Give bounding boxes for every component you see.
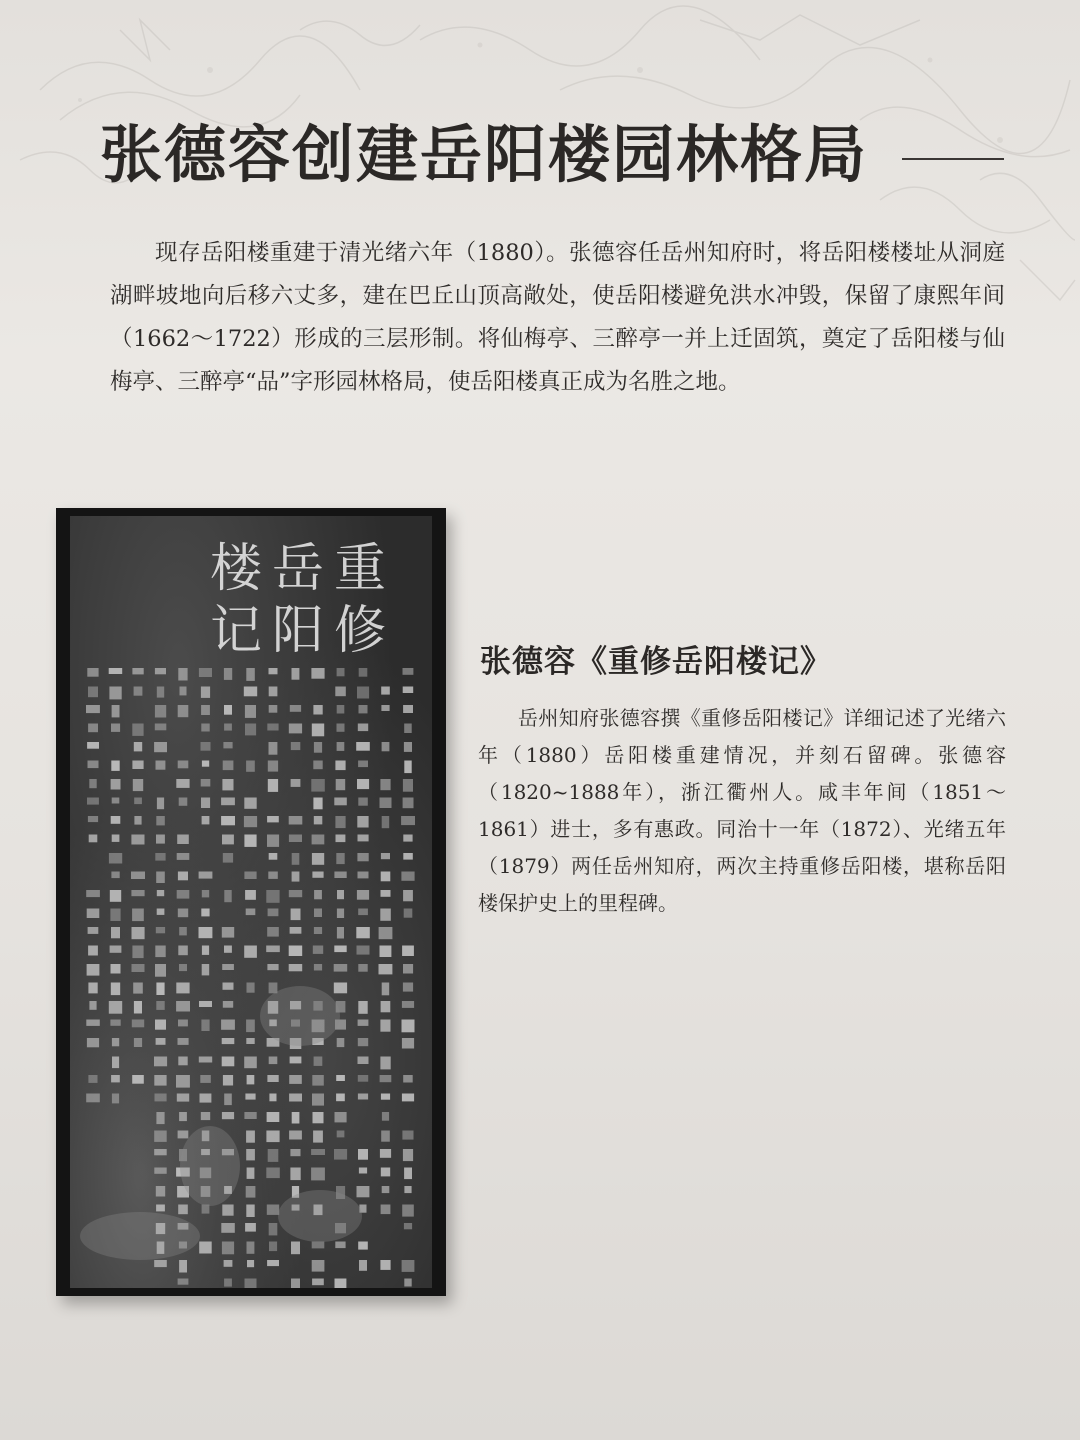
stele-weathering-patch — [260, 986, 340, 1046]
exhibit-description: 岳州知府张德容撰《重修岳阳楼记》详细记述了光绪六年（1880）岳阳楼重建情况，并刻石留碑。张德容（1820~1888年），浙江衢州人。咸丰年间（1851～1861）进士，多有惠政。同治十一年（1872）、光绪五年（1879）两任岳州知府，两次主持重修岳阳楼，堪称岳阳楼保护史上的里程碑。 — [478, 706, 1006, 915]
stele-weathering-patch — [80, 1212, 200, 1260]
intro-paragraph: 现存岳阳楼重建于清光绪六年（1880）。张德容任岳州知府时，将岳阳楼楼址从洞庭湖畔坡地向后移六丈多，建在巴丘山顶高敞处，使岳阳楼避免洪水冲毁，保留了康熙年间（1662～1722）形成的三层形制。将仙梅亭、三醉亭一并上迁固筑，奠定了岳阳楼与仙梅亭、三醉亭“品”字形园林格局，使岳阳楼真正成为名胜之地。 — [110, 240, 1005, 395]
stele-heading-glyph: 记 — [209, 601, 263, 661]
stele-weathering-patch — [180, 1126, 240, 1206]
stele-heading-glyph: 重 — [333, 539, 387, 599]
stele-inscription-texture — [86, 668, 415, 1288]
stele-rubbing-frame — [56, 508, 446, 1296]
stele-heading-glyph: 修 — [333, 601, 387, 661]
panel-title: 张德容创建岳阳楼园林格局 — [100, 118, 869, 191]
stele-rubbing-artwork — [70, 516, 432, 1288]
title-rule — [902, 158, 1004, 160]
stele-heading-glyph: 阳 — [271, 601, 325, 661]
exhibit-heading: 张德容《重修岳阳楼记》 — [480, 644, 832, 680]
stele-heading-glyph: 楼 — [209, 539, 263, 599]
stele-heading-glyph: 岳 — [271, 539, 325, 599]
stele-rubbing — [70, 516, 432, 1288]
stele-weathering-patch — [278, 1190, 362, 1242]
